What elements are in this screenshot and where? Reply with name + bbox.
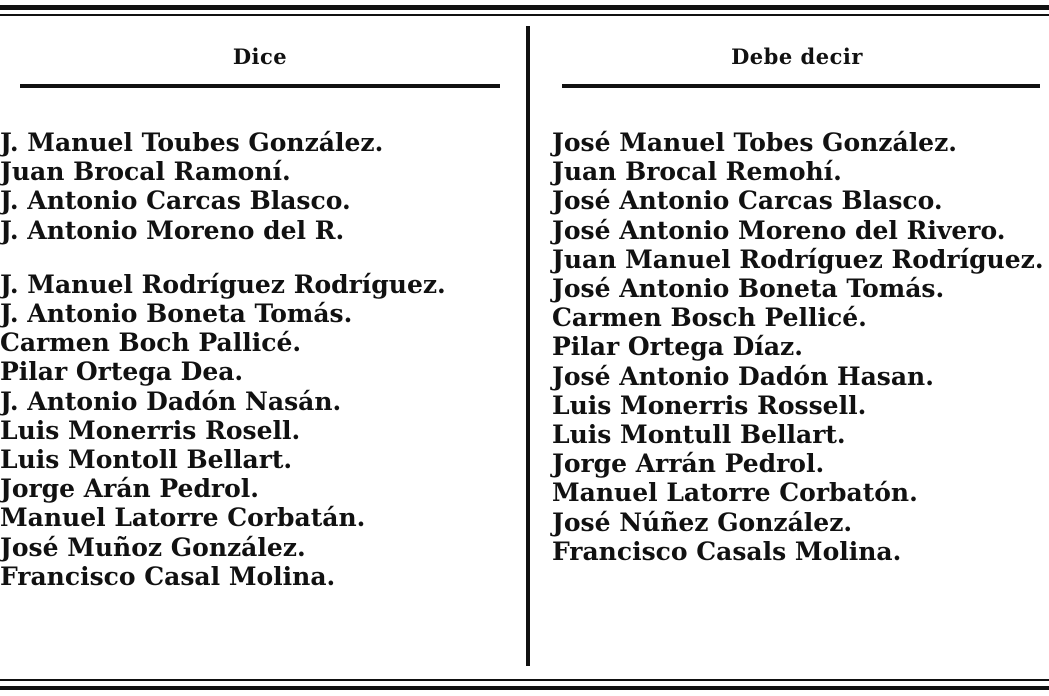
column-divider: [526, 26, 530, 666]
debe-decir-entry: Juan Manuel Rodríguez Rodríguez.: [552, 244, 1044, 274]
dice-entry: Juan Brocal Ramoní.: [0, 157, 291, 187]
debe-decir-entry: Luis Monerris Rossell.: [552, 390, 867, 420]
debe-decir-entry: José Antonio Dadón Hasan.: [552, 361, 934, 391]
dice-entry: José Muñoz González.: [0, 532, 306, 562]
debe-decir-entry: Francisco Casals Molina.: [552, 536, 902, 566]
debe-decir-entry: Juan Brocal Remohí.: [552, 157, 842, 187]
debe-decir-entry: José Manuel Tobes González.: [552, 128, 957, 157]
dice-entry: Jorge Arán Pedrol.: [0, 474, 259, 504]
debe-decir-list: [552, 128, 1046, 566]
debe-decir-entry: José Antonio Moreno del Rivero.: [552, 215, 1006, 245]
debe-decir-entry: Carmen Bosch Pellicé.: [552, 303, 867, 333]
debe-decir-entry: Jorge Arrán Pedrol.: [552, 449, 825, 479]
dice-entry: Luis Montoll Bellart.: [0, 445, 293, 475]
debe-decir-entry: Manuel Latorre Corbatón.: [552, 478, 918, 508]
column-header-debe-decir: Debe decir: [731, 44, 863, 69]
dice-entry: Luis Monerris Rosell.: [0, 415, 301, 445]
debe-decir-entry: José Núñez González.: [552, 507, 853, 537]
column-header-dice: Dice: [232, 44, 288, 69]
dice-entry: J. Antonio Carcas Blasco.: [0, 186, 351, 216]
dice-list: [0, 128, 500, 591]
bottom-rule-thin: [0, 679, 1049, 681]
dice-entry: J. Antonio Moreno del R.: [0, 215, 345, 245]
dice-entry: Carmen Boch Pallicé.: [0, 328, 302, 358]
header-rule-debe-decir: [562, 84, 1040, 88]
dice-entry: Pilar Ortega Dea.: [0, 357, 244, 387]
header-rule-dice: [20, 84, 500, 88]
bottom-rule-thick: [0, 686, 1049, 690]
debe-decir-entry: Pilar Ortega Díaz.: [552, 332, 803, 362]
dice-entry: J. Antonio Dadón Nasán.: [0, 386, 342, 416]
top-rule-thick: [0, 5, 1049, 10]
debe-decir-entry: Luis Montull Bellart.: [552, 420, 846, 450]
dice-entry: J. Antonio Boneta Tomás.: [0, 299, 353, 329]
debe-decir-entry: José Antonio Boneta Tomás.: [552, 274, 945, 304]
dice-entry: J. Manuel Rodríguez Rodríguez.: [0, 269, 446, 299]
debe-decir-entry: José Antonio Carcas Blasco.: [552, 186, 943, 216]
top-rule-thin: [0, 14, 1049, 16]
dice-entry: Francisco Casal Molina.: [0, 561, 336, 591]
dice-entry: Manuel Latorre Corbatán.: [0, 503, 366, 533]
dice-entry: J. Manuel Toubes González.: [0, 128, 384, 157]
